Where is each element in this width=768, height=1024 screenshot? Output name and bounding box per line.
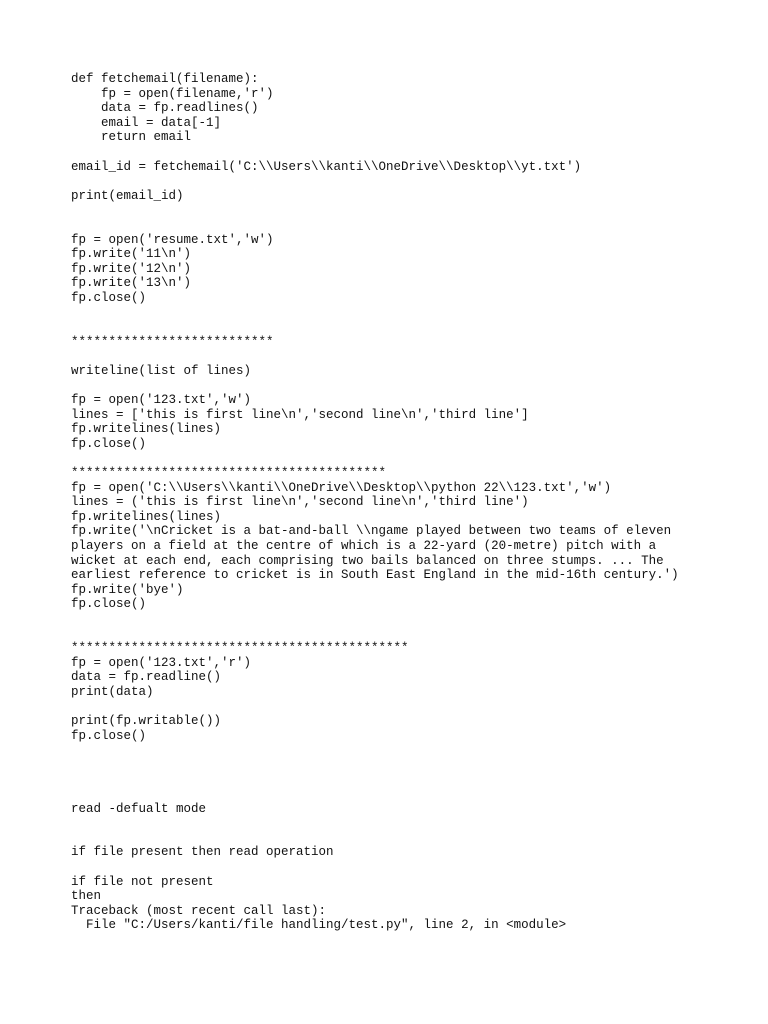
text-line xyxy=(71,451,761,466)
text-line: fp.writelines(lines) xyxy=(71,509,222,524)
text-line xyxy=(71,860,761,875)
text-line: fp = open('C:\\Users\\kanti\\OneDrive\\Desktop\\python 22\\123.txt','w') xyxy=(71,480,612,495)
text-line: earliest reference to cricket is in South East England in the mid-16th century.') xyxy=(71,568,679,583)
text-line: email_id = fetchemail('C:\\Users\\kanti\\OneDrive\\Desktop\\yt.txt') xyxy=(71,159,582,174)
text-line xyxy=(71,773,761,788)
text-line: lines = ['this is first line\n','second line\n','third line'] xyxy=(71,407,529,422)
text-line: return email xyxy=(71,130,192,145)
text-line: fp = open('resume.txt','w') xyxy=(71,232,274,247)
text-line: def fetchemail(filename): xyxy=(71,72,259,86)
text-line: fp = open('123.txt','w') xyxy=(71,393,252,408)
text-line: fp.close() xyxy=(71,597,147,612)
text-line: fp.close() xyxy=(71,290,147,305)
text-line: fp.write('11\n') xyxy=(71,247,192,262)
text-line: lines = ('this is first line\n','second line\n','third line') xyxy=(71,495,529,510)
text-line: fp.write('\nCricket is a bat-and-ball \\ngame played between two teams of eleven xyxy=(71,524,672,539)
text-line: fp = open('123.txt','r') xyxy=(71,655,252,670)
text-line: data = fp.readlines() xyxy=(71,101,259,116)
text-line: data = fp.readline() xyxy=(71,670,222,685)
text-line: players on a field at the centre of which is a 22-yard (20-metre) pitch with a xyxy=(71,539,657,553)
text-line xyxy=(71,816,761,831)
text-line: print(data) xyxy=(71,684,154,699)
text-line: email = data[-1] xyxy=(71,115,222,130)
text-line: read -defualt mode xyxy=(71,801,207,816)
text-line xyxy=(71,787,761,802)
text-line: fp.write('bye') xyxy=(71,582,184,597)
text-line: if file present then read operation xyxy=(71,845,334,860)
text-line: fp = open(filename,'r') xyxy=(71,86,274,101)
text-line: print(fp.writable()) xyxy=(71,714,222,729)
text-line xyxy=(71,758,761,773)
text-line: File "C:/Users/kanti/file handling/test.py", line 2, in <module> xyxy=(71,918,567,933)
text-line: writeline(list of lines) xyxy=(71,363,252,378)
document-body xyxy=(71,72,761,933)
text-line xyxy=(71,218,761,233)
text-line xyxy=(71,831,761,846)
text-line: *************************** xyxy=(71,334,274,349)
text-line xyxy=(71,203,761,218)
text-line xyxy=(71,378,761,393)
text-line xyxy=(71,145,761,160)
text-line: fp.write('13\n') xyxy=(71,276,192,291)
text-line xyxy=(71,306,761,321)
text-line xyxy=(71,700,761,715)
text-line: Traceback (most recent call last): xyxy=(71,903,327,918)
text-line xyxy=(71,612,761,627)
text-line: ********************************************* xyxy=(71,641,409,656)
text-line: print(email_id) xyxy=(71,188,184,203)
text-line: fp.writelines(lines) xyxy=(71,422,222,437)
text-line: ****************************************** xyxy=(71,466,387,481)
text-line xyxy=(71,320,761,335)
text-line: fp.close() xyxy=(71,436,147,451)
text-line: if file not present xyxy=(71,874,214,889)
text-line xyxy=(71,743,761,758)
text-line: then xyxy=(71,889,102,904)
text-line: fp.write('12\n') xyxy=(71,261,192,276)
text-line: fp.close() xyxy=(71,728,147,743)
text-line: wicket at each end, each comprising two bails balanced on three stumps. ... The xyxy=(71,553,664,568)
text-line xyxy=(71,174,761,189)
text-line xyxy=(71,627,761,642)
text-line xyxy=(71,349,761,364)
